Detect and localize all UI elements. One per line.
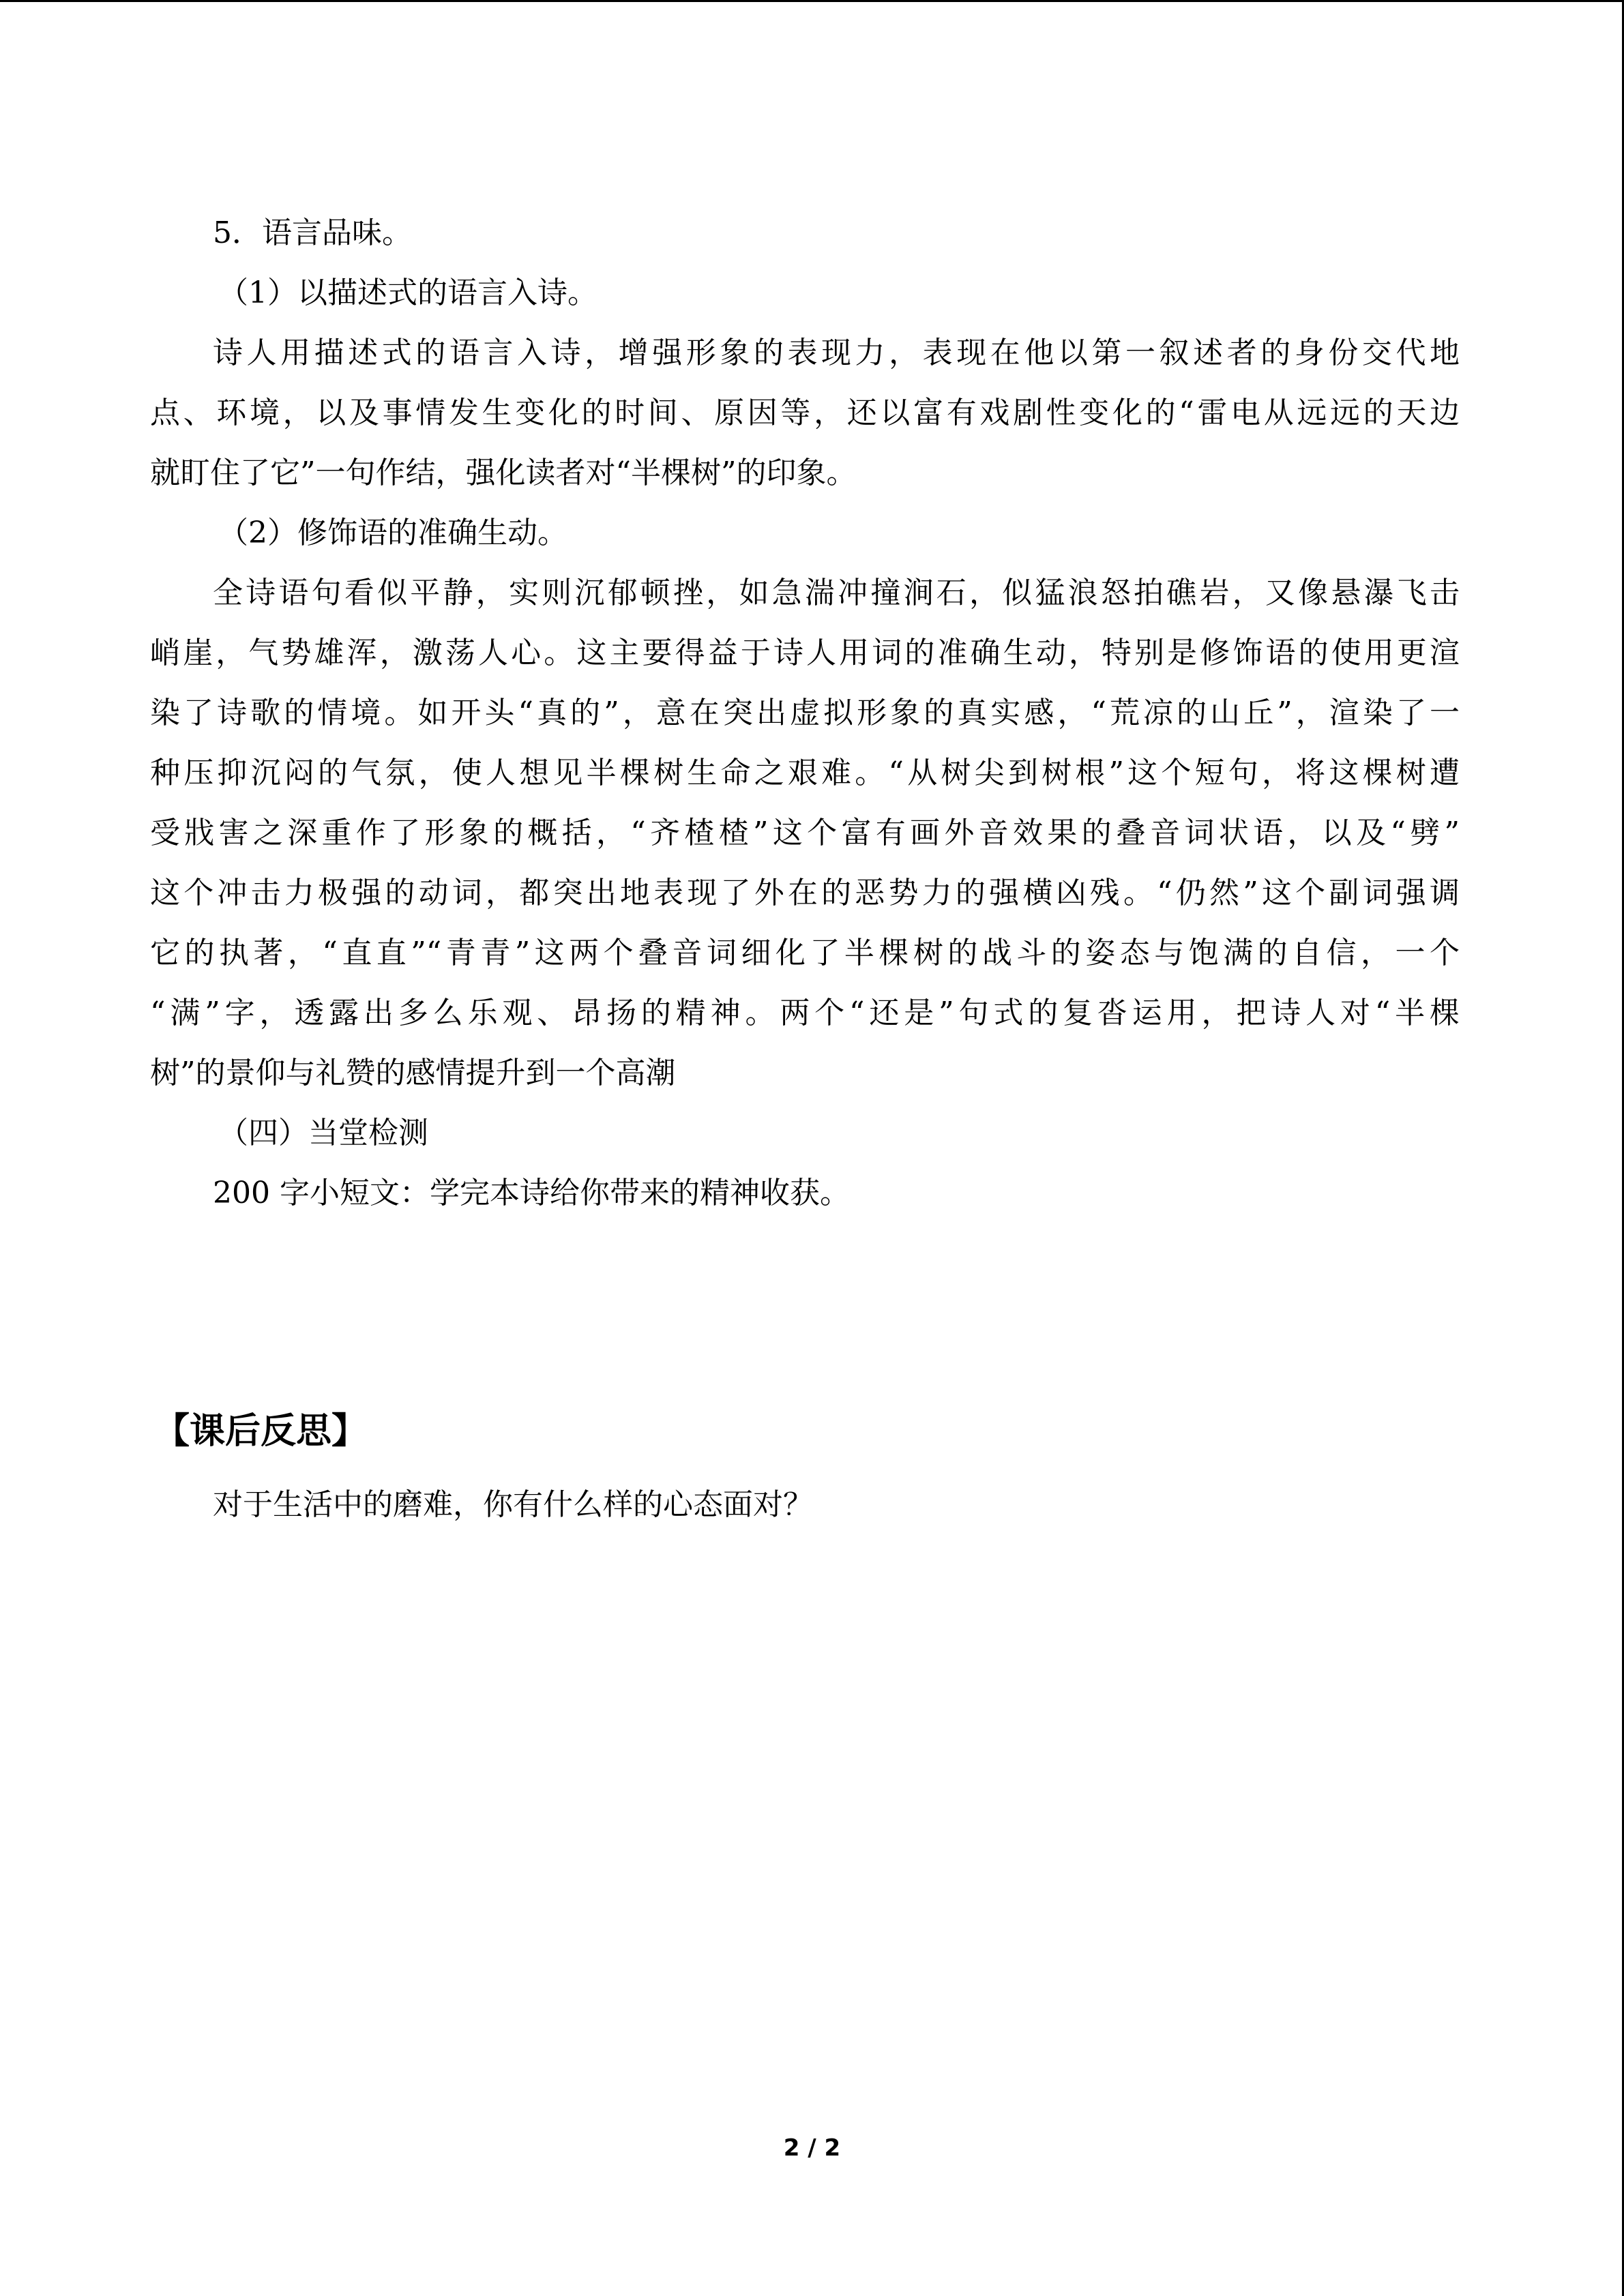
page-body	[150, 203, 1460, 1535]
section-5-heading: 5．语言品味。	[213, 215, 412, 250]
reflection-title: 【课后反思】	[154, 1411, 368, 1452]
paragraph-line: 就盯住了它”一句作结，强化读者对“半棵树”的印象。	[150, 456, 857, 490]
reflection-question: 对于生活中的磨难，你有什么样的心态面对？	[213, 1487, 813, 1522]
top-border-line	[0, 0, 1624, 2]
paragraph-line: 全诗语句看似平静，实则沉郁顿挫，如急湍冲撞涧石，似猛浪怒拍礁岩，又像悬瀑飞击	[213, 576, 1460, 610]
paragraph-line: 诗人用描述式的语言入诗，增强形象的表现力，表现在他以第一叙述者的身份交代地	[213, 336, 1460, 370]
subsection-1-heading: （1）以描述式的语言入诗。	[218, 275, 597, 310]
paragraph-line: 峭崖，气势雄浑，激荡人心。这主要得益于诗人用词的准确生动，特别是修饰语的使用更渲	[150, 636, 1460, 670]
check-task: 200 字小短文：学完本诗给你带来的精神收获。	[213, 1176, 850, 1210]
paragraph-line: 点、环境，以及事情发生变化的时间、原因等，还以富有戏剧性变化的“雷电从远远的天边	[150, 396, 1460, 430]
check-heading: （四）当堂检测	[218, 1116, 428, 1150]
paragraph-line: 它的执著，“直直”“青青”这两个叠音词细化了半棵树的战斗的姿态与饱满的自信，一个	[150, 936, 1460, 970]
paragraph-line: 种压抑沉闷的气氛，使人想见半棵树生命之艰难。“从树尖到树根”这个短句，将这棵树遭	[150, 756, 1460, 790]
subsection-2-heading: （2）修饰语的准确生动。	[218, 516, 567, 550]
paragraph-line: 这个冲击力极强的动词，都突出地表现了外在的恶势力的强横凶残。“仍然”这个副词强调	[150, 876, 1460, 910]
paragraph-line: 受戕害之深重作了形象的概括，“齐楂楂”这个富有画外音效果的叠音词状语，以及“劈”	[150, 816, 1460, 850]
paragraph-line: 染了诗歌的情境。如开头“真的”，意在突出虚拟形象的真实感，“荒凉的山丘”，渲染了一	[150, 696, 1460, 730]
paragraph-line: 树”的景仰与礼赞的感情提升到一个高潮	[150, 1056, 676, 1090]
blank-answer-space	[150, 1223, 1460, 1397]
page-number: 2 / 2	[783, 2134, 841, 2162]
paragraph-line: “满”字，透露出多么乐观、昂扬的精神。两个“还是”句式的复沓运用，把诗人对“半棵	[150, 996, 1460, 1030]
